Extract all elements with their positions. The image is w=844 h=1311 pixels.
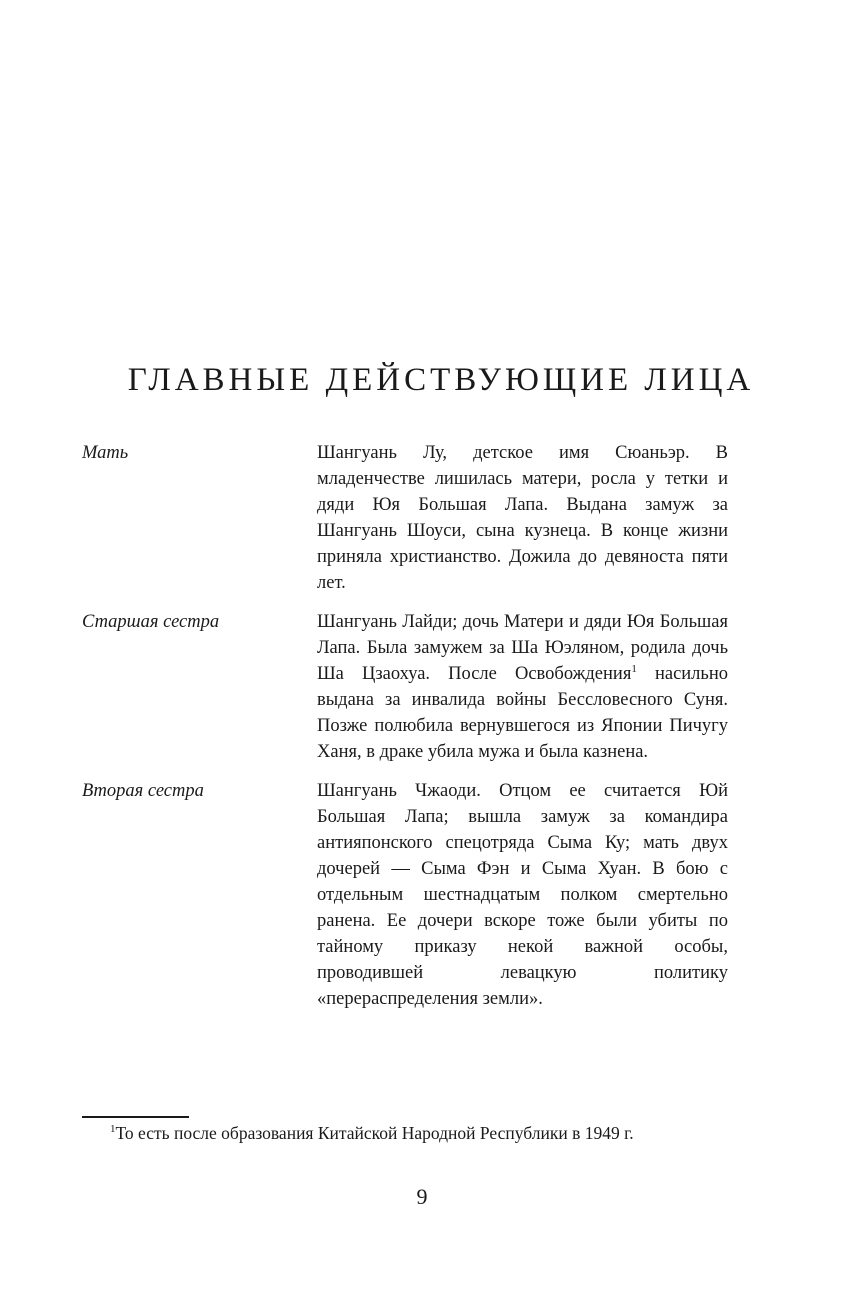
- description-text: Шангуань Лайди; дочь Матери и дяди Юя Большая Лапа. Была замужем за Ша Юэляном, родила дочь Ша Цзаохуа. После Освобождения: [317, 612, 728, 684]
- footnote-divider: [82, 1116, 189, 1118]
- character-entry: [82, 778, 728, 1012]
- page-title: ГЛАВНЫЕ ДЕЙСТВУЮЩИЕ ЛИЦА: [127, 362, 755, 398]
- character-name: Мать: [82, 443, 129, 463]
- footnote-marker: 1: [110, 1123, 116, 1136]
- character-name: Вторая сестра: [82, 781, 204, 801]
- page-number: 9: [416, 1184, 428, 1209]
- character-list: [82, 440, 728, 1025]
- character-entry: [82, 609, 728, 765]
- character-name: Старшая сестра: [82, 612, 220, 632]
- character-entry: [82, 440, 728, 596]
- footnote-reference[interactable]: 1: [631, 662, 637, 675]
- footnote-text: То есть после образования Китайской Народной Республики в 1949 г.: [115, 1123, 634, 1143]
- character-description: Шангуань Чжаоди. Отцом ее считается Юй Большая Лапа; вышла замуж за командира антияпонского спецотряда Сыма Ку; мать двух дочерей — Сыма Фэн и Сыма Хуан. В бою с отдельным шестнадцатым полком смертельно ранена. Ее дочери вскоре тоже были убиты по тайному приказу некой важной особы, проводившей левацкую политику «перераспределения земли».: [317, 781, 728, 1009]
- footnote: [82, 1121, 728, 1146]
- character-description: [317, 609, 728, 765]
- character-description: Шангуань Лу, детское имя Сюаньэр. В младенчестве лишилась матери, росла у тетки и дяди Юя Большая Лапа. Выдана замуж за Шангуань Шоуси, сына кузнеца. В конце жизни приняла христианство. Дожила до девяноста пяти лет.: [317, 443, 728, 593]
- description-text: насильно выдана за инвалида войны Бессловесного Суня. Позже полюбила вернувшегося из Японии Пичугу Ханя, в драке убила мужа и была казнена.: [317, 664, 728, 762]
